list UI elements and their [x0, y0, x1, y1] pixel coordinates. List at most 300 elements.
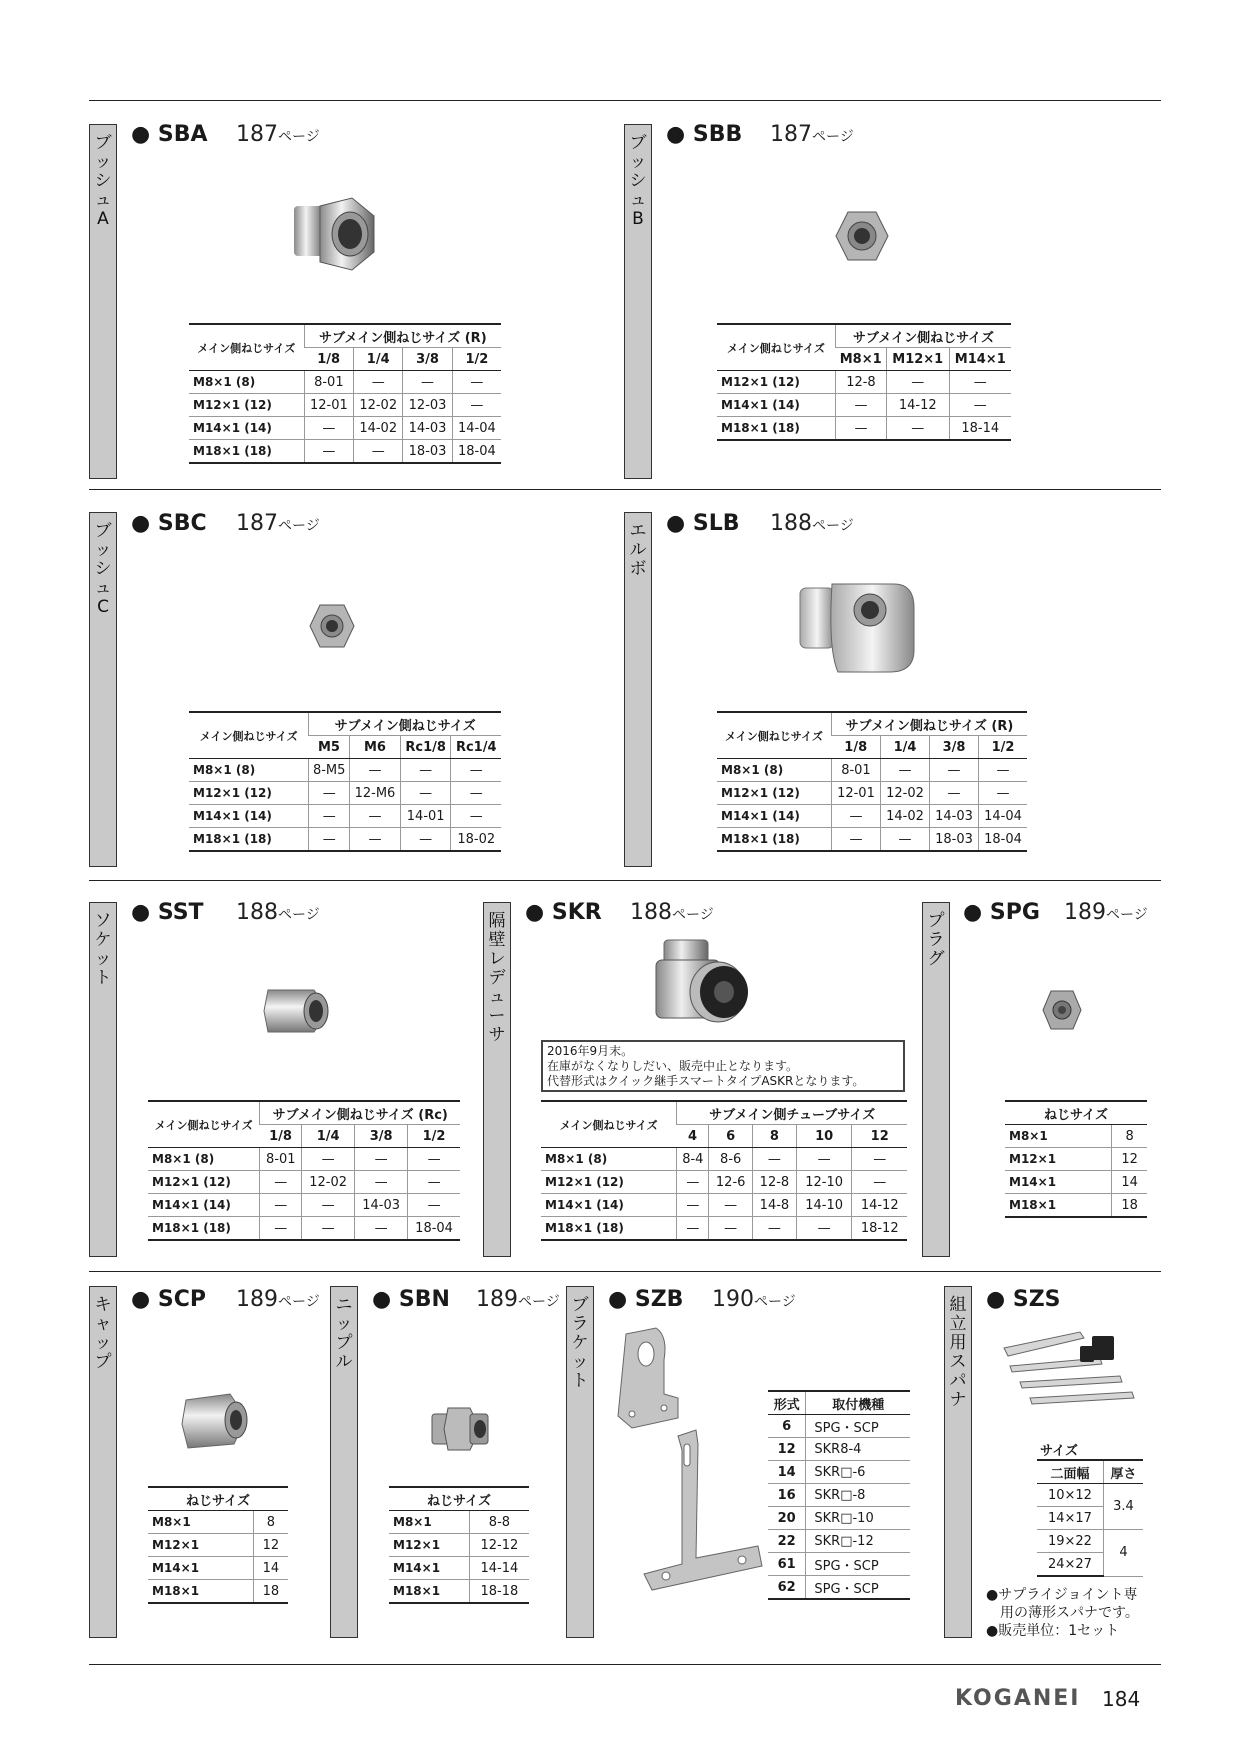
tab-char: プ: [927, 911, 945, 931]
value-cell: 14-03: [930, 805, 979, 828]
value-cell: 12-01: [831, 782, 880, 805]
group-header: ねじサイズ: [148, 1487, 288, 1511]
note-line: ●販売単位：1セット: [986, 1623, 1120, 1639]
value-cell: SKR□-6: [806, 1461, 910, 1484]
notice-line: 代替形式はクイック継手スマートタイプASKRとなります。: [547, 1074, 865, 1088]
value-cell: —: [260, 1217, 302, 1241]
value-cell: —: [350, 828, 401, 852]
skr-product-image: [652, 938, 760, 1030]
corner-header: メイン側ねじサイズ: [717, 712, 831, 759]
value-cell: —: [677, 1171, 709, 1194]
scp-table: [148, 1486, 288, 1604]
tab-slb-label: [624, 522, 652, 579]
table-row: [189, 782, 501, 805]
sst-page-ref: 188ページ: [236, 900, 320, 925]
szs-width-cell: 24×27: [1037, 1553, 1103, 1577]
tab-skr-label: [483, 912, 511, 1045]
tab-sbc-label: [89, 522, 117, 617]
spg-product-image: [1041, 989, 1083, 1031]
value-cell: SKR□-10: [806, 1507, 910, 1530]
value-cell: —: [408, 1171, 460, 1194]
value-cell: —: [796, 1217, 852, 1241]
value-cell: —: [304, 440, 353, 464]
szb-page-ref: 190ページ: [712, 1287, 796, 1312]
value-cell: 8-M5: [309, 759, 350, 782]
value-cell: —: [350, 759, 401, 782]
value-cell: —: [451, 805, 501, 828]
tab-char: プ: [94, 1352, 112, 1372]
value-cell: 8-01: [304, 371, 353, 394]
corner-header: メイン側ねじサイズ: [189, 324, 304, 371]
szb-product-image: [612, 1326, 772, 1596]
sba-page-ref: 187ページ: [236, 122, 320, 147]
table-row: [148, 1148, 460, 1171]
tab-sst-label: [89, 912, 117, 988]
row-key-cell: M8×1 (8): [189, 371, 304, 394]
tab-char: ス: [949, 1352, 967, 1372]
skr-table: [541, 1100, 907, 1241]
tab-char: ニ: [335, 1295, 353, 1315]
tab-char: ブ: [629, 133, 647, 153]
row-key-cell: M8×1 (8): [541, 1148, 677, 1171]
sba-table: [189, 323, 501, 464]
value-cell: 14-03: [403, 417, 452, 440]
value-cell: 18-18: [469, 1580, 529, 1604]
corner-header: メイン側ねじサイズ: [148, 1101, 260, 1148]
table-row: [189, 759, 501, 782]
row-key-cell: 14: [768, 1461, 806, 1484]
row-key-cell: 62: [768, 1576, 806, 1600]
skr-heading: ● SKR: [525, 900, 602, 925]
tab-szb-label: [566, 1296, 594, 1391]
tab-char: ュ: [94, 190, 112, 210]
row-key-cell: M12×1 (12): [189, 782, 309, 805]
szs-width-cell: 19×22: [1037, 1530, 1103, 1553]
value-cell: 14: [253, 1557, 288, 1580]
slb-table: [717, 711, 1027, 852]
value-cell: 8-6: [709, 1148, 753, 1171]
bottom-rule: [89, 1664, 1161, 1665]
value-cell: SKR8-4: [806, 1438, 910, 1461]
sst-table: [148, 1100, 460, 1241]
row-key-cell: M18×1: [389, 1580, 469, 1604]
value-cell: —: [309, 805, 350, 828]
table-row: [541, 1148, 907, 1171]
row-key-cell: M12×1 (12): [189, 394, 304, 417]
sbb-table: [717, 323, 1011, 441]
group-header: サブメイン側ねじサイズ: [309, 712, 501, 736]
value-cell: —: [408, 1148, 460, 1171]
column-header: 取付機種: [806, 1391, 910, 1415]
row-key-cell: M14×1 (14): [717, 805, 831, 828]
value-cell: 18-03: [930, 828, 979, 852]
sbn-product-image: [430, 1404, 490, 1454]
value-cell: 18-12: [852, 1217, 907, 1241]
row-key-cell: M18×1 (18): [717, 828, 831, 852]
value-cell: —: [753, 1148, 797, 1171]
tab-char: エ: [629, 521, 647, 541]
value-cell: 14-02: [880, 805, 929, 828]
column-header: Rc1/4: [451, 736, 501, 759]
table-row: [717, 394, 1011, 417]
value-cell: —: [886, 371, 949, 394]
value-cell: —: [835, 417, 886, 441]
szb-table: [768, 1390, 910, 1600]
skr-page-ref: 188ページ: [630, 900, 714, 925]
tab-char: ッ: [335, 1314, 353, 1334]
column-header: 1/8: [260, 1125, 302, 1148]
tab-char: プ: [335, 1333, 353, 1353]
table-row: [768, 1415, 910, 1438]
slb-page-ref: 188ページ: [770, 511, 854, 536]
szs-col-thickness: 厚さ: [1103, 1460, 1143, 1484]
value-cell: —: [930, 782, 979, 805]
tab-char: ト: [94, 968, 112, 988]
value-cell: 8-01: [260, 1148, 302, 1171]
value-cell: —: [400, 782, 451, 805]
tab-char: グ: [927, 949, 945, 969]
tab-char: ブ: [94, 521, 112, 541]
row-key-cell: 16: [768, 1484, 806, 1507]
table-row: [389, 1580, 529, 1604]
sbb-heading: ● SBB: [666, 122, 743, 147]
value-cell: —: [354, 440, 403, 464]
group-header: サブメイン側チューブサイズ: [677, 1101, 907, 1125]
value-cell: —: [452, 371, 501, 394]
value-cell: —: [949, 371, 1011, 394]
page-number: 184: [1102, 1687, 1141, 1711]
szs-width-cell: 10×12: [1037, 1484, 1103, 1507]
tab-char: ケ: [571, 1333, 589, 1353]
value-cell: —: [354, 371, 403, 394]
row-key-cell: M14×1: [1005, 1171, 1112, 1194]
value-cell: 12-01: [304, 394, 353, 417]
sba-heading: ● SBA: [131, 122, 208, 147]
row-key-cell: M8×1: [1005, 1125, 1112, 1148]
corner-header: メイン側ねじサイズ: [541, 1101, 677, 1148]
spg-table: [1005, 1100, 1147, 1218]
tab-char: ュ: [94, 578, 112, 598]
tab-char: サ: [488, 1025, 506, 1045]
row-key-cell: M14×1 (14): [541, 1194, 677, 1217]
column-header: 3/8: [355, 1125, 408, 1148]
tab-char: ー: [488, 1006, 506, 1026]
tab-char: ッ: [94, 152, 112, 172]
row-key-cell: M8×1: [389, 1511, 469, 1534]
tab-char: 用: [949, 1333, 967, 1353]
szb-heading: ● SZB: [608, 1287, 684, 1312]
table-row: [148, 1511, 288, 1534]
tab-char: C: [97, 597, 109, 617]
spg-page-ref: 189ページ: [1064, 900, 1148, 925]
tab-char: ケ: [94, 930, 112, 950]
column-header: 形式: [768, 1391, 806, 1415]
value-cell: —: [403, 371, 452, 394]
scp-product-image: [180, 1390, 252, 1452]
sbb-page-ref: 187ページ: [770, 122, 854, 147]
sbn-table: [389, 1486, 529, 1604]
value-cell: —: [979, 759, 1027, 782]
table-row: [717, 805, 1027, 828]
row-key-cell: M8×1 (8): [148, 1148, 260, 1171]
skr-discontinued-notice: [541, 1040, 905, 1092]
note-line: 用の薄形スパナです。: [986, 1605, 1139, 1621]
notice-line: 在庫がなくなりしだい、販売中止となります。: [547, 1059, 799, 1073]
value-cell: —: [451, 782, 501, 805]
value-cell: 14-02: [354, 417, 403, 440]
table-row: [389, 1534, 529, 1557]
top-rule: [89, 100, 1161, 101]
value-cell: —: [355, 1217, 408, 1241]
value-cell: 8-4: [677, 1148, 709, 1171]
row-key-cell: M14×1 (14): [717, 394, 835, 417]
tab-spg-label: [922, 912, 950, 969]
value-cell: 18: [253, 1580, 288, 1604]
value-cell: 14-04: [452, 417, 501, 440]
value-cell: SPG・SCP: [806, 1415, 910, 1438]
column-header: 10: [796, 1125, 852, 1148]
tab-char: シ: [94, 559, 112, 579]
szs-thickness-cell: 3.4: [1103, 1484, 1143, 1530]
value-cell: 12: [253, 1534, 288, 1557]
value-cell: 12-M6: [350, 782, 401, 805]
table-row: [1005, 1125, 1147, 1148]
sst-product-image: [262, 982, 334, 1040]
column-header: 3/8: [930, 736, 979, 759]
row1-rule: [89, 489, 1161, 490]
row3-rule: [89, 1271, 1161, 1272]
value-cell: 12-8: [753, 1171, 797, 1194]
value-cell: 12-6: [709, 1171, 753, 1194]
tab-char: キ: [94, 1295, 112, 1315]
value-cell: 8-01: [831, 759, 880, 782]
row-key-cell: M12×1 (12): [148, 1171, 260, 1194]
row-key-cell: M12×1: [389, 1534, 469, 1557]
value-cell: 12-03: [403, 394, 452, 417]
table-row: [717, 828, 1027, 852]
sst-heading: ● SST: [131, 900, 204, 925]
row-key-cell: M18×1: [1005, 1194, 1112, 1218]
value-cell: 14-8: [753, 1194, 797, 1217]
row-key-cell: M18×1 (18): [148, 1217, 260, 1241]
column-header: 1/2: [452, 348, 501, 371]
szs-notes: [986, 1586, 1139, 1640]
table-row: [541, 1217, 907, 1241]
table-row: [148, 1194, 460, 1217]
row2-rule: [89, 880, 1161, 881]
value-cell: —: [302, 1148, 355, 1171]
value-cell: —: [709, 1194, 753, 1217]
value-cell: SKR□-12: [806, 1530, 910, 1553]
value-cell: —: [880, 759, 929, 782]
value-cell: 12-02: [354, 394, 403, 417]
table-row: [717, 759, 1027, 782]
table-row: [189, 828, 501, 852]
tab-char: ャ: [94, 1314, 112, 1334]
row-key-cell: 20: [768, 1507, 806, 1530]
column-header: M6: [350, 736, 401, 759]
note-line: ●サプライジョイント専: [986, 1587, 1138, 1603]
sbn-page-ref: 189ページ: [476, 1287, 560, 1312]
value-cell: —: [309, 782, 350, 805]
row-key-cell: M12×1 (12): [717, 782, 831, 805]
table-row: [148, 1557, 288, 1580]
tab-sbn-label: [330, 1296, 358, 1372]
slb-heading: ● SLB: [666, 511, 740, 536]
value-cell: 14-12: [852, 1194, 907, 1217]
sbc-heading: ● SBC: [131, 511, 207, 536]
group-header: サブメイン側ねじサイズ (R): [831, 712, 1027, 736]
tab-char: ト: [571, 1371, 589, 1391]
tab-szs-label: [944, 1296, 972, 1410]
value-cell: 14-10: [796, 1194, 852, 1217]
value-cell: SPG・SCP: [806, 1553, 910, 1576]
column-header: 1/8: [831, 736, 880, 759]
column-header: M8×1: [835, 348, 886, 371]
szs-col-width: 二面幅: [1037, 1460, 1103, 1484]
table-row: [768, 1461, 910, 1484]
notice-line: 2016年9月末。: [547, 1044, 634, 1058]
row-key-cell: M12×1 (12): [717, 371, 835, 394]
value-cell: 12-12: [469, 1534, 529, 1557]
szs-width-cell: 14×17: [1037, 1507, 1103, 1530]
value-cell: 8: [1112, 1125, 1147, 1148]
tab-char: 隔: [488, 911, 506, 931]
table-row: [768, 1553, 910, 1576]
value-cell: —: [302, 1194, 355, 1217]
row-key-cell: M8×1: [148, 1511, 253, 1534]
value-cell: 14: [1112, 1171, 1147, 1194]
value-cell: 8-8: [469, 1511, 529, 1534]
table-row: [189, 440, 501, 464]
corner-header: メイン側ねじサイズ: [717, 324, 835, 371]
row-key-cell: 61: [768, 1553, 806, 1576]
szs-size-caption: サイズ: [1040, 1444, 1078, 1459]
row-key-cell: M12×1: [148, 1534, 253, 1557]
value-cell: 8: [253, 1511, 288, 1534]
value-cell: 14-04: [979, 805, 1027, 828]
tab-char: ブ: [571, 1295, 589, 1315]
table-row: [148, 1534, 288, 1557]
sbc-table: [189, 711, 501, 852]
table-row: [189, 371, 501, 394]
table-row: [717, 782, 1027, 805]
tab-char: レ: [488, 949, 506, 969]
column-header: Rc1/8: [400, 736, 451, 759]
table-row: [389, 1511, 529, 1534]
column-header: 1/2: [408, 1125, 460, 1148]
value-cell: —: [309, 828, 350, 852]
tab-char: デ: [488, 968, 506, 988]
column-header: M14×1: [949, 348, 1011, 371]
value-cell: 14-14: [469, 1557, 529, 1580]
row-key-cell: 22: [768, 1530, 806, 1553]
value-cell: —: [796, 1148, 852, 1171]
value-cell: 18-03: [403, 440, 452, 464]
tab-char: ル: [629, 540, 647, 560]
row-key-cell: M14×1 (14): [148, 1194, 260, 1217]
value-cell: 18-02: [451, 828, 501, 852]
tab-char: ボ: [629, 559, 647, 579]
column-header: 12: [852, 1125, 907, 1148]
column-header: 1/4: [354, 348, 403, 371]
column-header: 1/8: [304, 348, 353, 371]
value-cell: —: [260, 1171, 302, 1194]
group-header: サブメイン側ねじサイズ: [835, 324, 1011, 348]
value-cell: —: [677, 1194, 709, 1217]
row-key-cell: M18×1: [148, 1580, 253, 1604]
scp-page-ref: 189ページ: [236, 1287, 320, 1312]
sbc-page-ref: 187ページ: [236, 511, 320, 536]
row-key-cell: 12: [768, 1438, 806, 1461]
table-row: [717, 371, 1011, 394]
table-row: [717, 417, 1011, 441]
slb-product-image: [798, 580, 918, 678]
tab-char: B: [632, 209, 644, 229]
tab-char: ュ: [629, 190, 647, 210]
column-header: 8: [753, 1125, 797, 1148]
table-row: [148, 1171, 460, 1194]
sbn-heading: ● SBN: [372, 1287, 450, 1312]
tab-char: シ: [629, 171, 647, 191]
value-cell: 12-02: [880, 782, 929, 805]
value-cell: —: [451, 759, 501, 782]
value-cell: —: [753, 1217, 797, 1241]
column-header: 6: [709, 1125, 753, 1148]
value-cell: 14-12: [886, 394, 949, 417]
value-cell: —: [304, 417, 353, 440]
tab-char: ッ: [94, 1333, 112, 1353]
value-cell: —: [930, 759, 979, 782]
value-cell: —: [831, 828, 880, 852]
tab-char: ブ: [94, 133, 112, 153]
szs-table: [1037, 1459, 1143, 1577]
row-key-cell: M18×1 (18): [717, 417, 835, 441]
tab-char: 組: [949, 1295, 967, 1315]
tab-char: シ: [94, 171, 112, 191]
value-cell: —: [949, 394, 1011, 417]
value-cell: SPG・SCP: [806, 1576, 910, 1600]
tab-char: パ: [949, 1371, 967, 1391]
brand-logo: KOGANEI: [955, 1686, 1081, 1711]
value-cell: —: [831, 805, 880, 828]
table-row: [768, 1438, 910, 1461]
group-header: ねじサイズ: [389, 1487, 529, 1511]
row-key-cell: M8×1 (8): [717, 759, 831, 782]
table-row: [768, 1507, 910, 1530]
column-header: M5: [309, 736, 350, 759]
tab-char: ッ: [571, 1352, 589, 1372]
row-key-cell: M14×1: [148, 1557, 253, 1580]
value-cell: 14-01: [400, 805, 451, 828]
table-row: [768, 1530, 910, 1553]
table-row: [1005, 1148, 1147, 1171]
tab-char: ッ: [94, 540, 112, 560]
value-cell: —: [400, 828, 451, 852]
tab-char: A: [97, 209, 109, 229]
row-key-cell: M14×1 (14): [189, 805, 309, 828]
table-row: [389, 1557, 529, 1580]
row-key-cell: M14×1 (14): [189, 417, 304, 440]
sbb-product-image: [834, 208, 890, 264]
row-key-cell: M18×1 (18): [189, 828, 309, 852]
column-header: 1/4: [880, 736, 929, 759]
table-row: [148, 1580, 288, 1604]
value-cell: —: [452, 394, 501, 417]
column-header: M12×1: [886, 348, 949, 371]
tab-scp-label: [89, 1296, 117, 1372]
row-key-cell: M12×1: [1005, 1148, 1112, 1171]
